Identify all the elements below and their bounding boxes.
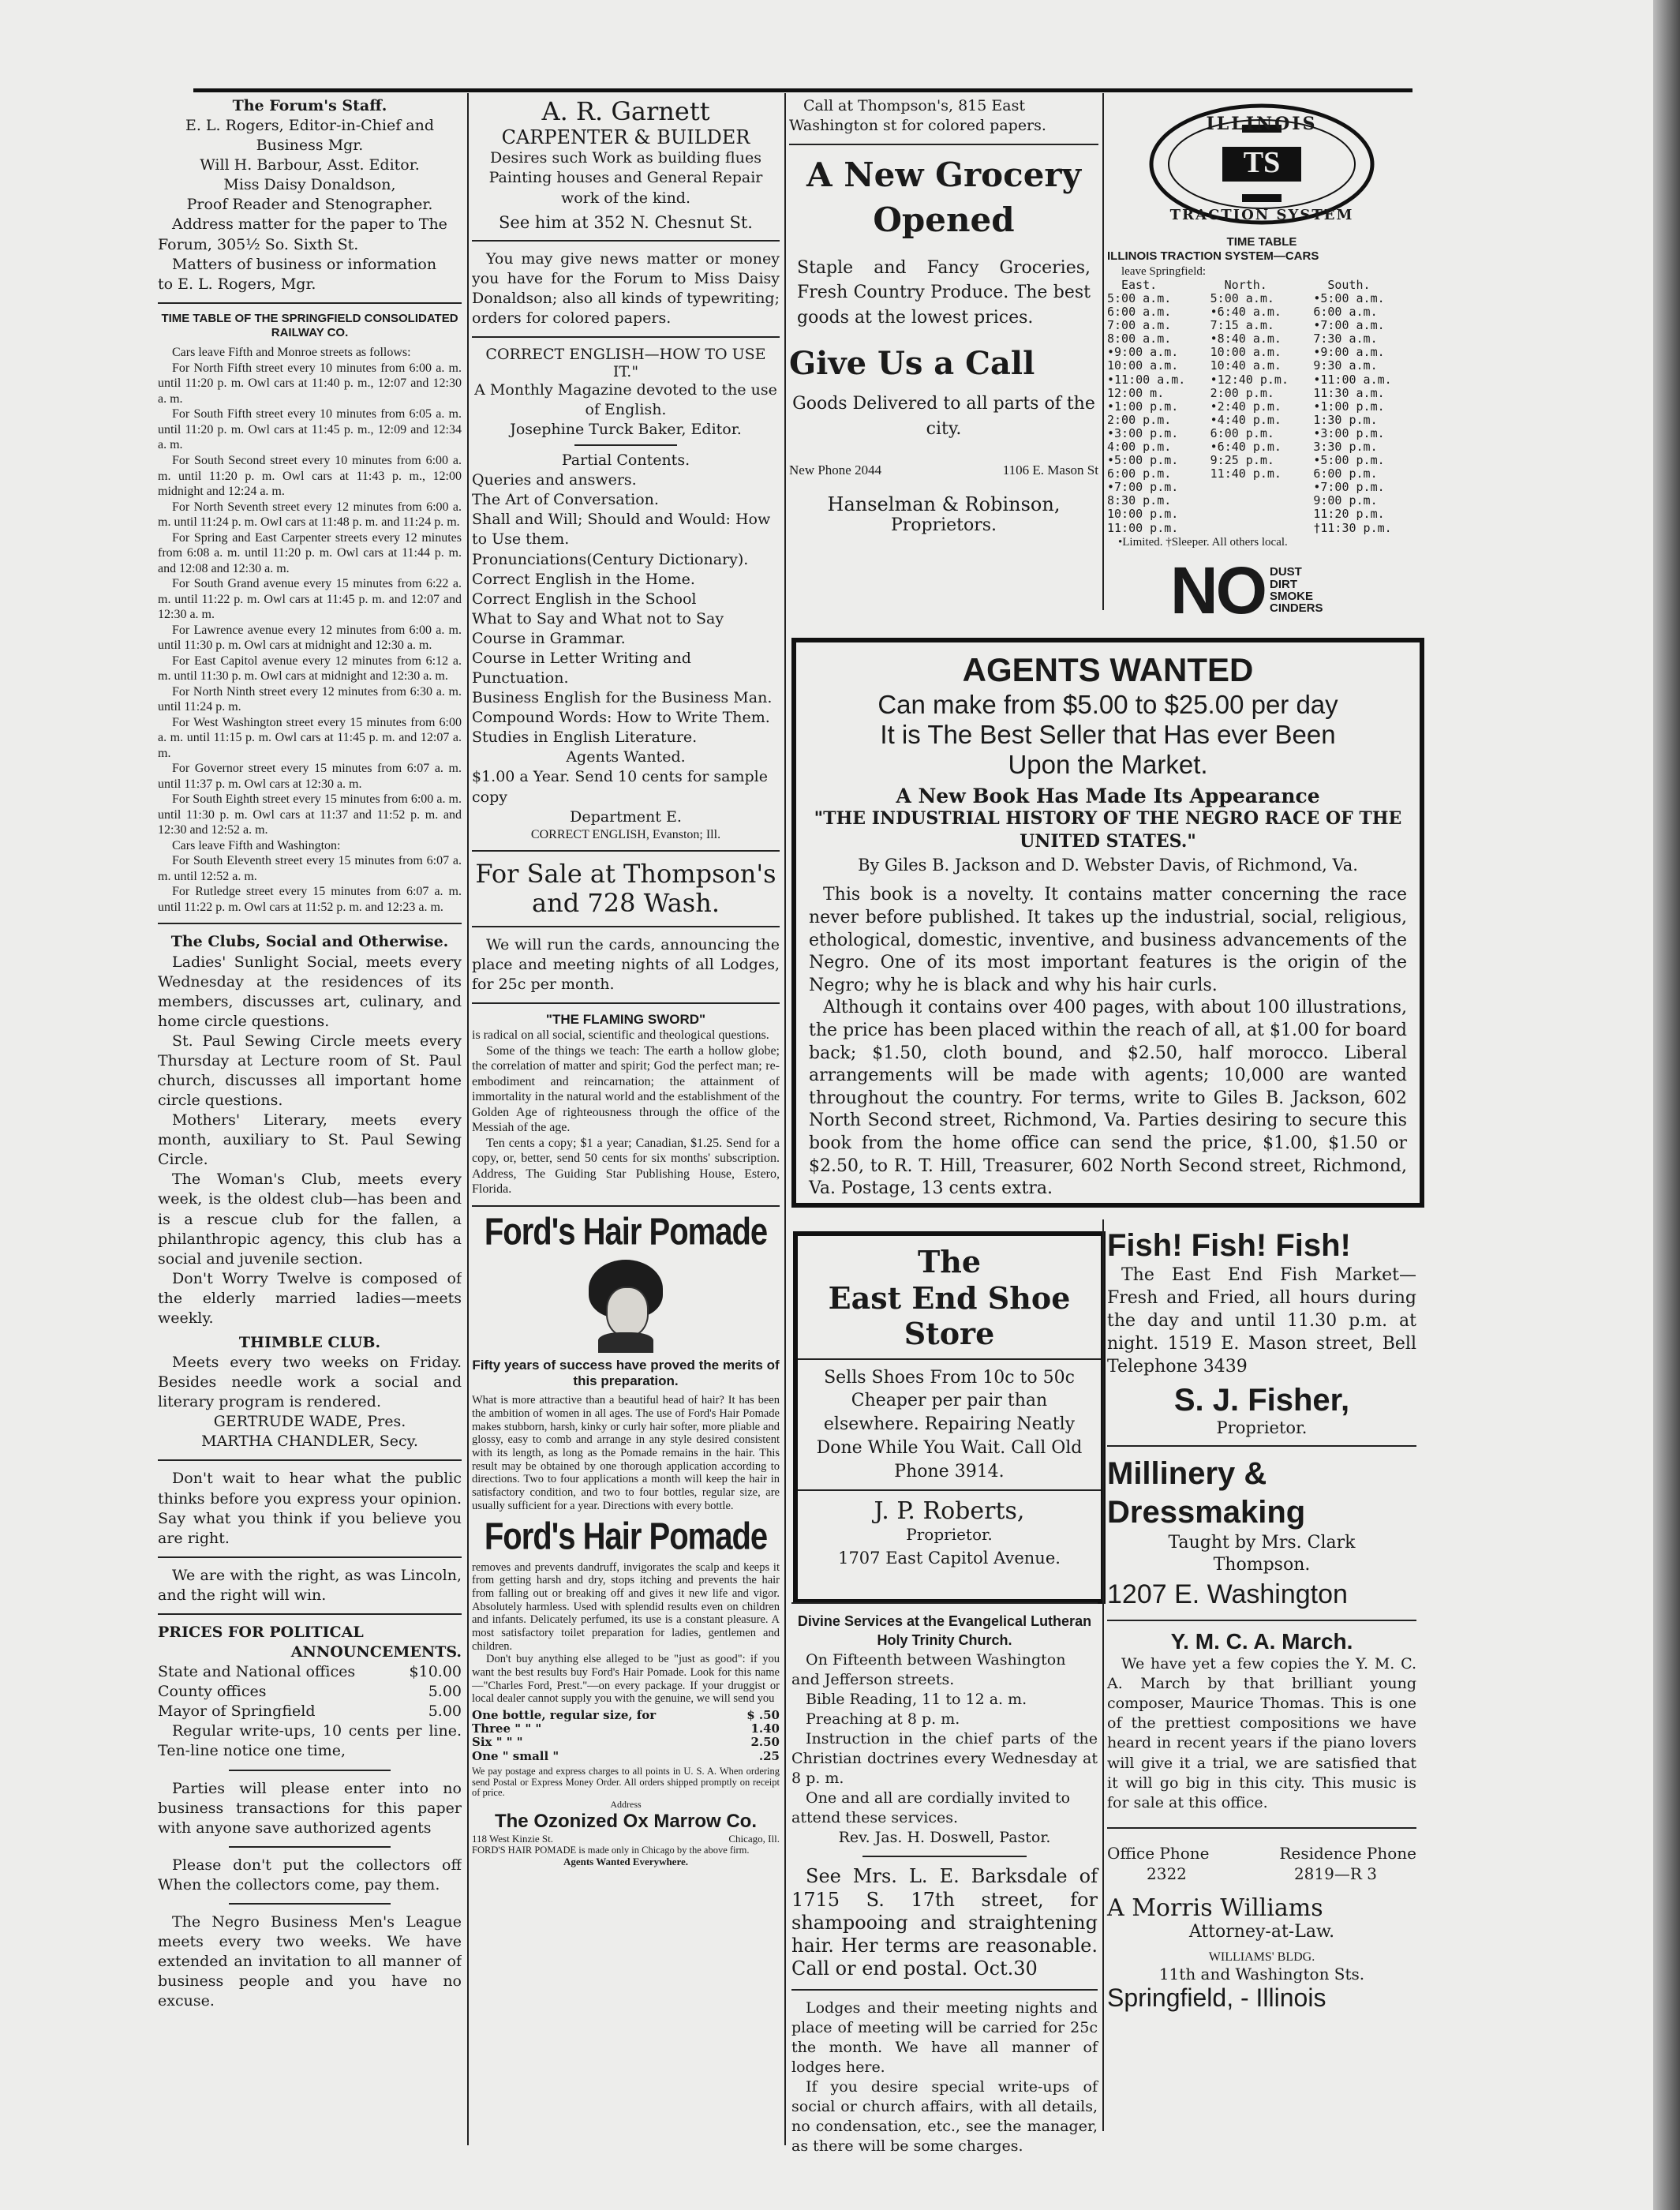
contents-item: Pronunciations(Century Dictionary). xyxy=(472,550,749,568)
tt-time: 9:30 a.m. xyxy=(1313,358,1378,373)
divider xyxy=(158,1459,462,1461)
agents-line: It is The Best Seller that Has ever Been xyxy=(880,720,1336,750)
divider xyxy=(472,1205,780,1207)
shoe-text: Sells Shoes From 10c to 50c Cheaper per pair than elsewhere. Repairing Neatly Done While You Wait. Call Old Phone 3914. xyxy=(816,1367,1083,1481)
column-4-top xyxy=(1107,96,1416,617)
shoe-store-box xyxy=(793,1231,1106,1604)
prices-title: PRICES FOR POLITICAL xyxy=(158,1623,364,1641)
tt-time: •7:00 p.m. xyxy=(1107,480,1179,495)
writeups-notice: If you desire special write-ups of social or church affairs, with all details, no condensation, etc., see the manager, as there will be some charges. xyxy=(791,2078,1098,2156)
ford-company: The Ozonized Ox Marrow Co. xyxy=(494,1810,758,1832)
fish-owner: S. J. Fisher, xyxy=(1173,1383,1350,1418)
timetable-paragraph: Cars leave Fifth and Monroe streets as follows: xyxy=(172,346,411,360)
tt-time: 8:00 a.m. xyxy=(1107,332,1172,346)
sword-text: is radical on all social, scientific and theological questions. xyxy=(472,1028,769,1042)
ford-text: Don't buy anything else alleged to be "just as good": if you want the best results buy Ford's Hair Pomade. Look for this name—"Charles Ford, Prest."—on every package. If your druggist or local dealer cannot supply you with the genuine, we will send you xyxy=(472,1653,780,1706)
divider xyxy=(472,240,780,242)
tt-time: 9:00 p.m. xyxy=(1313,493,1378,508)
top-rule xyxy=(193,88,1412,92)
shoe-title: East End Shoe xyxy=(828,1279,1071,1316)
contents-item: What to Say and What not to Say xyxy=(472,609,724,627)
english-dept: Department E. xyxy=(570,807,682,826)
ford-text: What is more attractive than a beautiful head of hair? It has been the ambition of women in all ages. The use of Ford's Hair Pomade makes stubborn, harsh, kinky or curly hair softer, more pliable and glossy, easy to comb and arrange in any style desired consistent with its length, as long as the Pomade remains in the hair. This result may be obtained by one thorough application according to directions. Two to four applications a month will keep the hair in satisfactory condition, and two to four bottles, regular size, are usually sufficient for a year. Directions with every bottle. xyxy=(472,1394,780,1512)
tt-time: 11:40 p.m. xyxy=(1210,466,1282,481)
tt-time: •3:00 p.m. xyxy=(1313,425,1385,440)
tt-time: 9:25 p.m. xyxy=(1210,453,1274,468)
divider xyxy=(1107,1620,1416,1621)
contents-item: The Art of Conversation. xyxy=(472,491,659,509)
tt-time: 7:15 a.m. xyxy=(1210,318,1274,333)
club-paragraph: Ladies' Sunlight Social, meets every Wednesday at the residences of its members, discusses art, culinary, and home circle questions. xyxy=(158,953,462,1030)
grocery-title: A New Grocery Opened xyxy=(806,155,1081,239)
illinois-traction-logo xyxy=(1147,101,1376,235)
shoe-title: The xyxy=(917,1244,982,1279)
timetable-paragraph: For Spring and East Carpenter streets every 12 minutes from 6:08 a. m. until 11:20 p. m. Owl cars at 11:44 p. m. and 12:08 and 12:30 a. m. xyxy=(158,530,462,575)
garnett-trade: CARPENTER & BUILDER xyxy=(501,126,750,149)
prices-note: Regular write-ups, 10 cents per line. Ten-line notice one time, xyxy=(158,1722,462,1760)
ford-made: FORD'S HAIR POMADE is made only in Chicago by the above firm. xyxy=(472,1844,750,1856)
divider xyxy=(1107,1827,1416,1829)
divine-line: Instruction in the chief parts of the Christian doctrines every Wednesday at 8 p. m. xyxy=(791,1729,1098,1788)
contents-item: Compound Words: How to Write Them. xyxy=(472,709,770,727)
tt-time: 10:40 a.m. xyxy=(1210,358,1282,373)
divider xyxy=(158,1613,462,1615)
grocery-contact: New Phone 2044 1106 E. Mason St xyxy=(789,462,1098,478)
tt-time: 6:00 p.m. xyxy=(1313,466,1378,481)
ford-postage: We pay postage and express charges to all points in U. S. A. When ordering send Postal or Express Money Order. All orders shipped promptly on receipt of price. xyxy=(472,1765,780,1799)
ford-address-label: Address xyxy=(610,1799,642,1811)
tt-time: 11:00 p.m. xyxy=(1107,520,1179,535)
column-rule xyxy=(1102,1219,1104,2131)
lawyer-city: Springfield, - Illinois xyxy=(1107,1983,1326,2013)
wait-notice: Don't wait to hear what the public thinks before you express your opinion. Say what you think if you believe you are right. xyxy=(158,1470,462,1547)
column-1 xyxy=(158,96,462,2011)
staff-line: Miss Daisy Donaldson, xyxy=(223,176,396,194)
contents-item: Course in Letter Writing and Punctuation. xyxy=(472,649,691,687)
staff-line: Forum, 305½ So. Sixth St. xyxy=(158,235,359,253)
divider xyxy=(798,1489,1101,1491)
timetable-paragraph: For North Ninth street every 12 minutes from 6:30 a. m. until 11:24 p. m. xyxy=(158,684,462,714)
phone-numbers: 2322 2819—R 3 xyxy=(1147,1864,1377,1884)
call-notice: Call at Thompson's, 815 East Washington st for colored papers. xyxy=(789,97,1046,135)
timetable-paragraph: For South Grand avenue every 15 minutes from 6:22 a. m. until 11:22 p. m. Owl cars at 11:45 p. m. and 12:07 and 12:30 a. m. xyxy=(158,577,462,622)
tt-east-column: East. 5:00 a.m. 6:00 a.m. 7:00 a.m. 8:00 a.m. •9:00 a.m. 10:00 a.m. •11:00 a.m. 12:00 m. •1:00 p.m. 2:00 p.m. •3:00 p.m. 4:00 p.m. •5:00 p.m. 6:00 p.m. •7:00 p.m. 8:30 p.m. 10:00 p.m. 11:00 p.m. xyxy=(1107,279,1210,535)
tt-time: 6:00 a.m. xyxy=(1313,305,1378,320)
contents-item: Queries and answers. xyxy=(472,471,637,489)
agents-text: Although it contains over 400 pages, with about 100 illustrations, the price has been placed within the reach of all, at $1.00 for board back; $1.50, cloth bound, and $2.50, half morocco. Liberal arrangements will be made with agents; 10,000 are wanted throughout the country. For terms, write to Giles B. Jackson, 602 North Second street, Richmond, Va. Parties desiring to secure this book from the home office can send the price, $1.00, $1.50 or $2.50, to R. T. Hill, Treasurer, 602 North Second street, Richmond, Va. Postage, 13 cents extra. xyxy=(809,998,1407,1199)
grocery-text: Staple and Fancy Groceries, Fresh Country Produce. The best goods at the lowest prices. xyxy=(797,257,1091,328)
tt-subtitle: ILLINOIS TRACTION SYSTEM—CARS xyxy=(1107,249,1319,264)
timetable-paragraph: For South Second street every 10 minutes from 6:00 a. m. until 11:20 p. m. Owl cars at 11:43 p. m., 12:00 midnight and 12:24 a. m. xyxy=(158,453,462,499)
collectors-notice: Please don't put the collectors off When the collectors come, pay them. xyxy=(158,1856,462,1893)
tt-time: 1:30 p.m. xyxy=(1313,412,1378,427)
divider xyxy=(798,1358,1101,1360)
lawyer-bldg: WILLIAMS' BLDG. xyxy=(1208,1950,1315,1964)
ford-title: Ford's Hair Pomade xyxy=(484,1211,768,1253)
tt-time: •8:40 a.m. xyxy=(1210,332,1282,346)
tt-time: •9:00 a.m. xyxy=(1313,345,1385,360)
divine-line: On Fifteenth between Washington and Jefferson streets. xyxy=(791,1650,1066,1688)
tt-time: •11:00 a.m. xyxy=(1107,372,1186,387)
timetable-paragraph: For South Eleventh street every 15 minutes from 6:07 a. m. until 12:52 a. m. xyxy=(158,854,462,883)
timetable-body xyxy=(158,345,462,915)
tt-time: 6:00 p.m. xyxy=(1107,466,1172,481)
contents-title: Partial Contents. xyxy=(561,451,690,470)
ford-agents: Agents Wanted Everywhere. xyxy=(563,1856,689,1868)
divider xyxy=(791,1602,1098,1604)
tt-time: •6:40 a.m. xyxy=(1210,305,1282,320)
column-3-top xyxy=(789,96,1098,617)
agents-title: AGENTS WANTED xyxy=(962,651,1254,688)
ford-company-address: 118 West Kinzie St. Chicago, Ill. xyxy=(472,1832,780,1845)
tt-time: •12:40 p.m. xyxy=(1210,372,1289,387)
svg-text:TS: TS xyxy=(1243,146,1281,179)
no-dust-banner xyxy=(1170,552,1416,617)
timetable-paragraph: For Lawrence avenue every 12 minutes from 6:00 a. m. until 11:30 p. m. Owl cars at midnight and 12:30 a. m. xyxy=(158,623,462,653)
divider xyxy=(791,1989,1098,1991)
tt-time: •7:00 a.m. xyxy=(1313,318,1385,333)
english-agents: Agents Wanted. xyxy=(566,748,686,766)
ford-title-2: Ford's Hair Pomade xyxy=(484,1515,768,1557)
tt-time: •2:40 p.m. xyxy=(1210,399,1282,414)
lodges-notice: Lodges and their meeting nights and place of meeting will be carried for 25c the month. We have all manner of lodges here. xyxy=(791,1998,1098,2076)
timetable-paragraph: For South Fifth street every 10 minutes from 6:05 a. m. until 11:20 p. m. Owl cars at 11:45 p. m., 12:09 and 12:34 a. m. xyxy=(158,407,462,452)
contents-item: Course in Grammar. xyxy=(472,629,626,647)
staff-line: Will H. Barbour, Asst. Editor. xyxy=(200,156,420,174)
ford-tagline: Fifty years of success have proved the merits of this preparation. xyxy=(472,1357,780,1389)
tt-time: 10:00 p.m. xyxy=(1107,507,1179,522)
divider xyxy=(472,850,780,852)
divider xyxy=(472,1002,780,1004)
tt-time: 4:00 p.m. xyxy=(1107,440,1172,455)
tt-time: 10:00 a.m. xyxy=(1210,345,1282,360)
ford-price-row: Three " " " 1.40 xyxy=(472,1721,780,1736)
divider xyxy=(158,302,462,304)
tt-south-column: South. •5:00 a.m. 6:00 a.m. •7:00 a.m. 7:30 a.m. •9:00 a.m. 9:30 a.m. •11:00 a.m. 11:30 a.m. •1:00 p.m. 1:30 p.m. •3:00 p.m. 3:30 p.m. •5:00 p.m. 6:00 p.m. •7:00 p.m. 9:00 p.m. 11:20 p.m. †11:30 p.m. xyxy=(1313,279,1416,535)
lincoln-notice: We are with the right, as was Lincoln, and the right will win. xyxy=(158,1566,462,1604)
tt-time: 12:00 m. xyxy=(1107,385,1165,400)
tt-legend: •Limited. †Sleeper. All others local. xyxy=(1118,535,1288,549)
agents-sub: A New Book Has Made Its Appearance xyxy=(896,785,1320,808)
timetable-paragraph: For Rutledge street every 15 minutes from 6:07 a. m. until 11:22 p. m. Owl cars at 11:52 p. m. and 12:23 a. m. xyxy=(158,885,462,914)
tt-time: •5:00 p.m. xyxy=(1107,453,1179,468)
barksdale-notice: See Mrs. L. E. Barksdale of 1715 S. 17th street, for shampooing and straightening hair. Her terms are reasonable. Call or end postal. Oct.30 xyxy=(791,1865,1098,1980)
divider xyxy=(229,1846,391,1848)
millinery-title: Millinery & Dressmaking xyxy=(1107,1456,1306,1530)
divine-line: Bible Reading, 11 to 12 a. m. xyxy=(806,1690,1027,1708)
divider xyxy=(472,336,780,338)
timetable-title: TIME TABLE OF THE SPRINGFIELD CONSOLIDATED RAILWAY CO. xyxy=(161,311,458,340)
divider xyxy=(158,923,462,924)
news-notice: You may give news matter or money you have for the Forum to Miss Daisy Donaldson; also all kinds of typewriting; orders for colored papers. xyxy=(472,249,780,327)
shoe-proprietor: Proprietor. xyxy=(906,1525,993,1545)
divine-pastor: Rev. Jas. H. Doswell, Pastor. xyxy=(838,1829,1051,1847)
contents-item: Correct English in the School xyxy=(472,590,697,608)
price-row: County offices 5.00 xyxy=(158,1683,462,1701)
staff-line: Matters of business or information xyxy=(172,255,437,273)
timetable-paragraph: For North Fifth street every 10 minutes from 6:00 a. m. until 11:20 p. m. Owl cars at 11:40 p. m., 12:07 and 12:30 a. m. xyxy=(158,361,462,406)
fish-proprietor: Proprietor. xyxy=(1216,1418,1308,1438)
grocery-proprietors: Proprietors. xyxy=(890,515,997,535)
ford-price-row: One " small " .25 xyxy=(472,1748,780,1763)
tt-time: •9:00 a.m. xyxy=(1107,345,1179,360)
ford-text: removes and prevents dandruff, invigorates the scalp and keeps it from getting harsh and dry, stops itching and prevents the hair from falling out or breaking off and gives it new life and vigor. Absolutely harmless. Used with splendid results even on children and infants. Delicately perfumed, its use is a constant pleasure. A most satisfactory toilet preparation for ladies, gentlemen and children. xyxy=(472,1560,780,1653)
divider xyxy=(229,1903,391,1905)
tt-north-column: North. 5:00 a.m. •6:40 a.m. 7:15 a.m. •8:40 a.m. 10:00 a.m. 10:40 a.m. •12:40 p.m. 2:00 p.m. •2:40 p.m. •4:40 p.m. 6:00 p.m. •6:40 p.m. 9:25 p.m. 11:40 p.m. xyxy=(1210,279,1314,535)
tt-time: •7:00 p.m. xyxy=(1313,480,1385,495)
logo-top-text: ILLINOIS xyxy=(1206,114,1318,134)
english-editor: Josephine Turck Baker, Editor. xyxy=(510,421,742,439)
tt-time: •5:00 p.m. xyxy=(1313,453,1385,468)
parties-notice: Parties will please enter into no business transactions for this paper with anyone save authorized agents xyxy=(158,1779,462,1837)
divider xyxy=(789,144,1098,145)
tt-grid xyxy=(1107,279,1416,535)
grocery-call: Give Us a Call xyxy=(789,345,1035,383)
tt-time: •11:00 a.m. xyxy=(1313,372,1392,387)
tt-time: 2:00 p.m. xyxy=(1210,385,1274,400)
staff-line: Proof Reader and Stenographer. xyxy=(186,196,433,214)
timetable-paragraph: For North Seventh street every 12 minutes from 6:00 a. m. until 11:24 p. m. Owl cars at 11:48 p. m. and 11:24 p. m. xyxy=(158,500,462,530)
thimble-text: Meets every two weeks on Friday. Besides needle work a social and literary program is rendered. xyxy=(158,1354,462,1411)
no-items: DUST DIRT SMOKE CINDERS xyxy=(1270,565,1323,616)
tt-time: 11:30 a.m. xyxy=(1313,385,1385,400)
tt-time: •6:40 p.m. xyxy=(1210,440,1282,455)
divine-title: Divine Services at the Evangelical Lutheran Holy Trinity Church. xyxy=(797,1613,1092,1649)
tt-time: †11:30 p.m. xyxy=(1313,520,1392,535)
agents-line: Can make from $5.00 to $25.00 per day xyxy=(877,690,1338,720)
ford-price-row: One bottle, regular size, for $ .50 xyxy=(472,1707,780,1722)
contents-list xyxy=(472,470,780,747)
agents-wanted-box xyxy=(791,638,1424,1208)
fish-text: The East End Fish Market—Fresh and Fried, all hours during the day and until 11.30 p.m. at night. 1519 E. Mason street, Bell Telephone 3439 xyxy=(1107,1265,1416,1377)
divider xyxy=(472,926,780,927)
club-paragraph: The Woman's Club, meets every week, is the oldest club—has been and is a rescue club for the fallen, a philanthropic agency, this club has a social and juvenile section. xyxy=(158,1171,462,1268)
lawyer-name: A Morris Williams xyxy=(1107,1893,1323,1922)
tt-time: 7:00 a.m. xyxy=(1107,318,1172,333)
ford-price-row: Six " " " 2.50 xyxy=(472,1735,780,1750)
english-desc: A Monthly Magazine devoted to the use of English. xyxy=(474,380,777,419)
ford-prices xyxy=(472,1709,780,1763)
agents-by: By Giles B. Jackson and D. Webster Davis, of Richmond, Va. xyxy=(858,856,1358,875)
contents-item: Correct English in the Home. xyxy=(472,570,695,588)
league-notice: The Negro Business Men's League meets every two weeks. We have extended an invitation to all manner of business people and you have no excuse. xyxy=(158,1912,462,2010)
agents-line: Upon the Market. xyxy=(1008,750,1208,780)
club-paragraph: Mothers' Literary, meets every month, auxiliary to St. Paul Sewing Circle. xyxy=(158,1111,462,1169)
clubs-body xyxy=(158,953,462,1328)
column-3-bottom xyxy=(791,1602,1098,2156)
grocery-owners: Hanselman & Robinson, xyxy=(827,493,1061,515)
column-rule xyxy=(784,93,786,2145)
tt-time: 5:00 a.m. xyxy=(1210,290,1274,305)
fish-title: Fish! Fish! Fish! xyxy=(1107,1228,1351,1263)
lawyer-title: Attorney-at-Law. xyxy=(1188,1921,1335,1942)
shoe-address: 1707 East Capitol Avenue. xyxy=(838,1549,1061,1568)
contents-item: Shall and Will; Should and Would: How to Use them. xyxy=(472,511,771,549)
prices-title: ANNOUNCEMENTS. xyxy=(290,1643,462,1661)
tt-time: 2:00 p.m. xyxy=(1107,412,1172,427)
club-paragraph: Don't Worry Twelve is composed of the elderly married ladies—meets weekly. xyxy=(158,1269,462,1327)
shoe-title: Store xyxy=(904,1316,995,1352)
tt-time: •4:40 p.m. xyxy=(1210,412,1282,427)
column-2 xyxy=(472,96,780,1868)
column-rule xyxy=(1102,93,1104,610)
timetable-paragraph: For South Eighth street every 15 minutes from 6:00 a. m. until 11:30 p. m. Owl cars at 11:37 and 11:52 p. m. and 12:30 and 12:52 a. m. xyxy=(158,792,462,837)
thimble-title: THIMBLE CLUB. xyxy=(238,1334,381,1352)
no-word: NO xyxy=(1170,552,1265,617)
ymca-text: We have yet a few copies the Y. M. C. A. March by that brilliant young composer, Maurice Thomas. This is one of the prettiest compositions we have heard in recent years if the piano lovers will give it a trial, we are satisfied that it will go big in this city. This music is for sale at this office. xyxy=(1107,1655,1416,1811)
tt-time: 7:30 a.m. xyxy=(1313,332,1378,346)
column-4-bottom xyxy=(1107,1227,1416,2013)
shoe-owner: J. P. Roberts, xyxy=(874,1497,1025,1526)
english-address: CORRECT ENGLISH, Evanston; Ill. xyxy=(530,827,721,841)
divider xyxy=(229,1770,391,1771)
garnett-name: A. R. Garnett xyxy=(541,96,710,126)
timetable-paragraph: Cars leave Fifth and Washington: xyxy=(172,838,341,852)
garnett-address: See him at 352 N. Chesnut St. xyxy=(499,212,753,232)
agents-book: "THE INDUSTRIAL HISTORY OF THE NEGRO RACE OF THE UNITED STATES." xyxy=(814,808,1402,852)
tt-time: 10:00 a.m. xyxy=(1107,358,1179,373)
sword-text: Ten cents a copy; $1 a year; Canadian, $1.25. Send for a copy, or, better, send 50 cents for six months' subscription. Address, The Guiding Star Publishing House, Estero, Florida. xyxy=(472,1136,780,1197)
logo-bottom-text: TRACTION SYSTEM xyxy=(1169,207,1354,223)
staff-line: to E. L. Rogers, Mgr. xyxy=(158,275,316,293)
tt-time: 6:00 p.m. xyxy=(1210,425,1274,440)
tt-time: 6:00 a.m. xyxy=(1107,305,1172,320)
club-paragraph: St. Paul Sewing Circle meets every Thursday at Lecture room of St. Paul church, discusses all important home circle questions. xyxy=(158,1032,462,1110)
divider xyxy=(862,1856,1027,1857)
divine-line: Preaching at 8 p. m. xyxy=(806,1710,960,1728)
staff-line: Address matter for the paper to The xyxy=(172,215,447,234)
millinery-address: 1207 E. Washington xyxy=(1107,1579,1348,1609)
sword-title: "THE FLAMING SWORD" xyxy=(545,1012,706,1027)
millinery-taught: Taught by Mrs. Clark Thompson. xyxy=(1168,1532,1356,1575)
tt-time: 8:30 p.m. xyxy=(1107,493,1172,508)
tt-leave: leave Springfield: xyxy=(1121,264,1207,278)
thimble-officer: GERTRUDE WADE, Pres. xyxy=(213,1413,406,1431)
grocery-delivered: Goods Delivered to all parts of the city. xyxy=(792,394,1095,440)
tt-time: •5:00 a.m. xyxy=(1313,290,1385,305)
staff-title: The Forum's Staff. xyxy=(232,97,387,114)
tt-time: •3:00 p.m. xyxy=(1107,425,1179,440)
timetable-paragraph: For East Capitol avenue every 12 minutes from 6:12 a. m. until 11:30 p. m. Owl cars at midnight and 12:30 a. m. xyxy=(158,654,462,684)
staff-line: E. L. Rogers, Editor-in-Chief and xyxy=(185,117,435,135)
tt-time: 3:30 p.m. xyxy=(1313,440,1378,455)
garnett-text: Desires such Work as building flues Painting houses and General Repair work of the kind. xyxy=(488,149,763,207)
timetable-paragraph: For West Washington street every 15 minutes from 6:00 a. m. until 11:15 p. m. Owl cars at 11:45 p. m. and 12:07 a. m. xyxy=(158,715,462,760)
english-title: CORRECT ENGLISH—HOW TO USE IT." xyxy=(485,345,766,380)
cards-notice: We will run the cards, announcing the place and meeting nights of all Lodges, for 25c per month. xyxy=(472,935,780,993)
column-rule xyxy=(467,93,469,2145)
tt-title: TIME TABLE xyxy=(1226,235,1297,249)
forsale-heading: For Sale at Thompson's and 728 Wash. xyxy=(475,859,776,918)
tt-time: 5:00 a.m. xyxy=(1107,290,1172,305)
english-price: $1.00 a Year. Send 10 cents for sample copy xyxy=(472,768,768,806)
price-row: State and National offices $10.00 xyxy=(158,1663,462,1681)
tt-time: 11:20 p.m. xyxy=(1313,507,1385,522)
divider xyxy=(1107,1445,1416,1447)
lawyer-street: 11th and Washington Sts. xyxy=(1158,1965,1365,1984)
clubs-title: The Clubs, Social and Otherwise. xyxy=(170,933,449,951)
phone-labels: Office Phone Residence Phone xyxy=(1107,1843,1416,1863)
woman-portrait-icon xyxy=(582,1260,669,1353)
thimble-officer: MARTHA CHANDLER, Secy. xyxy=(201,1433,418,1451)
staff-line: Business Mgr. xyxy=(256,137,364,155)
timetable-paragraph: For Governor street every 15 minutes from 6:07 a. m. until 11:37 p. m. Owl cars at 12:30 a. m. xyxy=(158,762,462,791)
contents-item: Studies in English Literature. xyxy=(472,729,698,747)
sword-text: Some of the things we teach: The earth a hollow globe; the correlation of matter and spirit; God the perfect man; re-embodiment and reincarnation; the attainment of immortality in the natural world and the establishment of the Golden Age of righteousness through the office of the Messiah of the age. xyxy=(472,1043,780,1135)
ymca-title: Y. M. C. A. March. xyxy=(1170,1629,1353,1654)
agents-text: This book is a novelty. It contains matter concerning the race never before published. It takes up the industrial, social, religious, ethological, domestic, inventive, and business advancements of the Negro. One of its most important features is the origin of the Negro; why he is black and why his hair curls. xyxy=(809,885,1407,995)
divider xyxy=(574,444,677,446)
divider xyxy=(158,1556,462,1558)
divine-line: One and all are cordially invited to attend these services. xyxy=(791,1789,1071,1827)
tt-time: •1:00 p.m. xyxy=(1107,399,1179,414)
price-row: Mayor of Springfield 5.00 xyxy=(158,1702,462,1721)
tt-time: •1:00 p.m. xyxy=(1313,399,1385,414)
contents-item: Business English for the Business Man. xyxy=(472,689,773,707)
